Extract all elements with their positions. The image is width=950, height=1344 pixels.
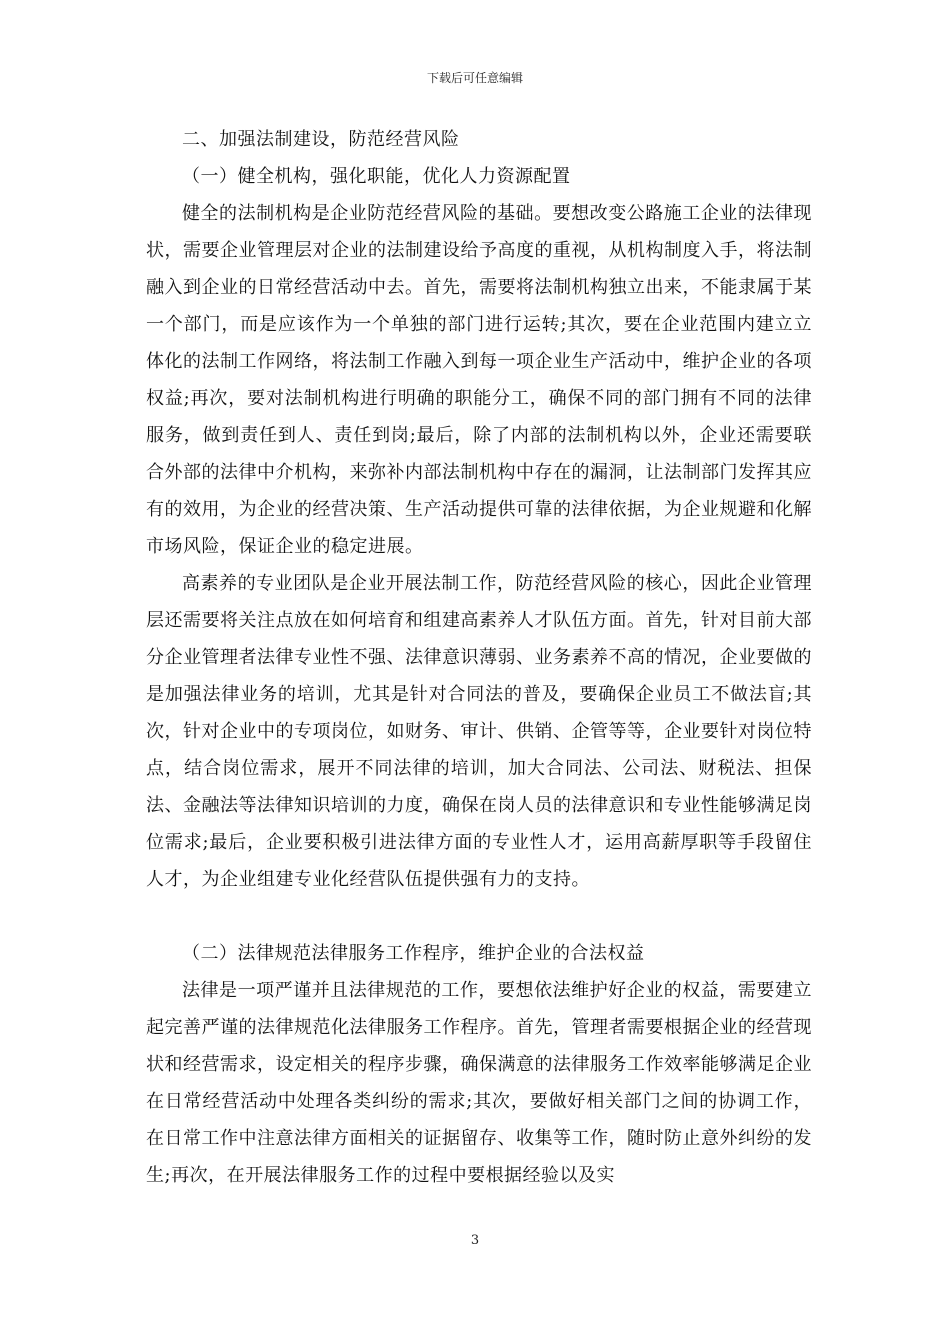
section-title: 二、加强法制建设，防范经营风险 [182, 129, 460, 150]
subsection-1-title: （一）健全机构，强化职能，优化人力资源配置 [182, 166, 571, 187]
header-note: 下载后可任意编辑 [426, 71, 523, 85]
paragraph-gap [146, 898, 812, 935]
paragraph: 高素养的专业团队是企业开展法制工作，防范经营风险的核心，因此企业管理层还需要将关注点放在如何培育和组建高素养人才队伍方面。首先，针对目前大部分企业管理者法律专业性不强、法律意识薄弱、业务素养不高的情况，企业要做的是加强法律业务的培训，尤其是针对合同法的普及，要确保企业员工不做法盲;其次，针对企业中的专项岗位，如财务、审计、供销、企管等等，企业要针对岗位特点，结合岗位需求，展开不同法律的培训，加大合同法、公司法、财税法、担保法、金融法等法律知识培训的力度，确保在岗人员的法律意识和专业性能够满足岗位需求;最后，企业要积极引进法律方面的专业性人才，运用高薪厚职等手段留住人才，为企业组建专业化经营队伍提供强有力的支持。 [146, 573, 812, 890]
page-number: 3 [470, 1233, 480, 1248]
document-body [146, 121, 812, 1194]
paragraph: 法律是一项严谨并且法律规范的工作，要想依法维护好企业的权益，需要建立起完善严谨的法律规范化法律服务工作程序。首先，管理者需要根据企业的经营现状和经营需求，设定相关的程序步骤，确保满意的法律服务工作效率能够满足企业在日常经营活动中处理各类纠纷的需求;其次，要做好相关部门之间的协调工作，在日常工作中注意法律方面相关的证据留存、收集等工作，随时防止意外纠纷的发生;再次，在开展法律服务工作的过程中要根据经验以及实 [146, 980, 812, 1186]
subsection-2-title: （二）法律规范法律服务工作程序，维护企业的合法权益 [182, 943, 645, 964]
paragraph: 健全的法制机构是企业防范经营风险的基础。要想改变公路施工企业的法律现状，需要企业管理层对企业的法制建设给予高度的重视，从机构制度入手，将法制融入到企业的日常经营活动中去。首先，需要将法制机构独立出来，不能隶属于某一个部门，而是应该作为一个单独的部门进行运转;其次，要在企业范围内建立立体化的法制工作网络，将法制工作融入到每一项企业生产活动中，维护企业的各项权益;再次，要对法制机构进行明确的职能分工，确保不同的部门拥有不同的法律服务，做到责任到人、责任到岗;最后，除了内部的法制机构以外，企业还需要联合外部的法律中介机构，来弥补内部法制机构中存在的漏洞，让法制部门发挥其应有的效用，为企业的经营决策、生产活动提供可靠的法律依据，为企业规避和化解市场风险，保证企业的稳定进展。 [146, 203, 812, 557]
